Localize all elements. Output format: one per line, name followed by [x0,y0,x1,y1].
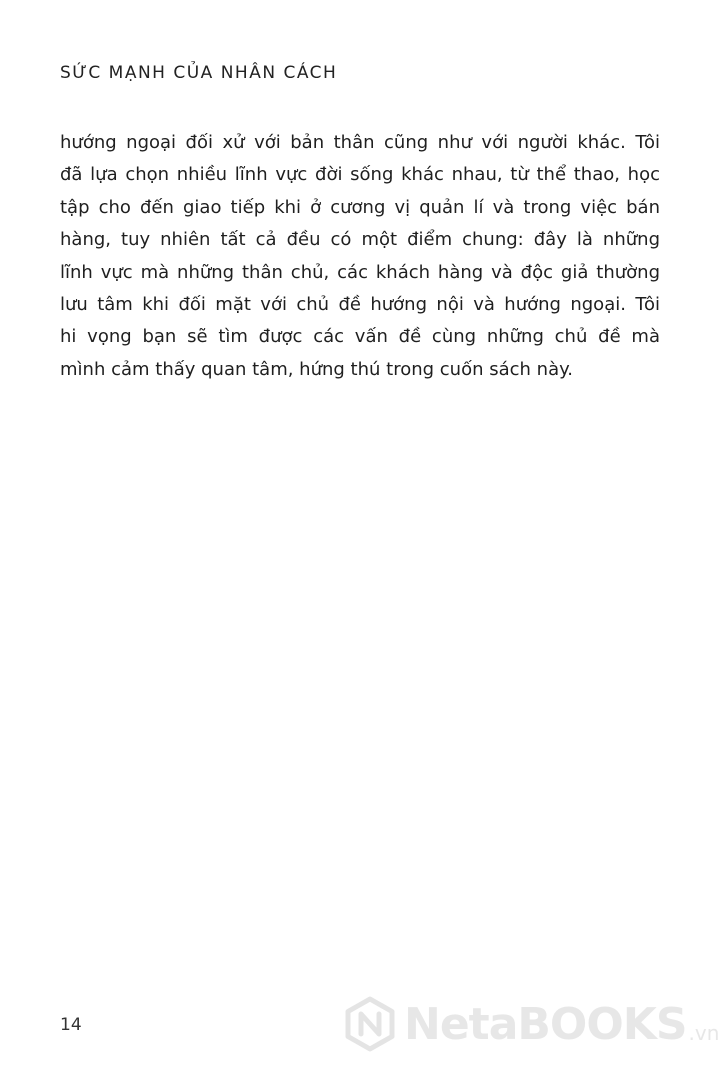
page-number: 14 [60,1015,82,1035]
body-line: mình cảm thấy quan tâm, hứng thú trong cuốn sách này. [60,358,573,380]
body-line: hàng, tuy nhiên tất cả đều có một điểm chung: đây là những [60,229,660,251]
body-line: đã lựa chọn nhiều lĩnh vực đời sống khác nhau, từ thể thao, học [60,164,660,186]
body-line: hướng ngoại đối xử với bản thân cũng như với người khác. Tôi [60,132,660,153]
body-line: tập cho đến giao tiếp khi ở cương vị quản lí và trong việc bán [60,196,660,218]
body-line: lĩnh vực mà những thân chủ, các khách hàng và độc giả thường [60,261,660,283]
body-line: lưu tâm khi đối mặt với chủ đề hướng nội và hướng ngoại. Tôi [60,293,660,315]
watermark-suffix: .vn [688,1021,719,1045]
netabooks-logo-icon [342,996,398,1052]
body-paragraph [60,127,660,386]
watermark [342,993,719,1055]
watermark-brand: NetaBOOKS [404,998,687,1050]
body-line: hi vọng bạn sẽ tìm được các vấn đề cùng những chủ đề mà [60,326,660,348]
running-header-title: SỨC MẠNH CỦA NHÂN CÁCH [60,63,338,83]
